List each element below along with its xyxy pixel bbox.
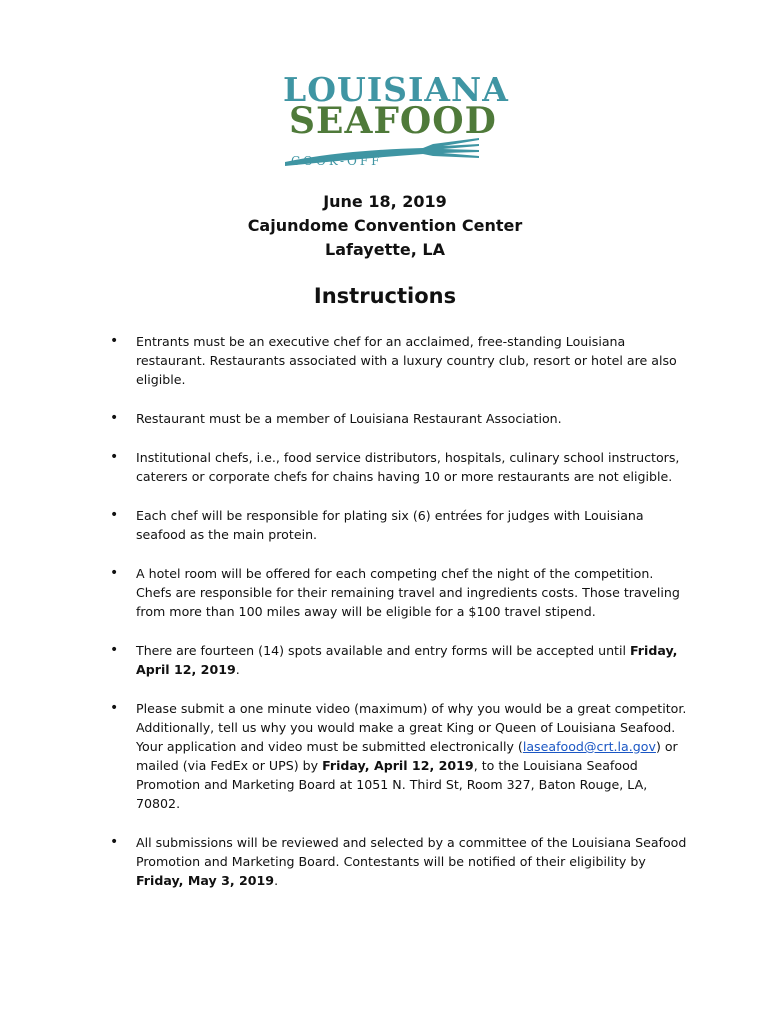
list-item [110, 409, 690, 428]
rule-text: Restaurant must be a member of Louisiana Restaurant Association. [136, 411, 562, 426]
rule-text: All submissions will be reviewed and selected by a committee of the Louisiana Seafood Promotion and Marketing Board. Contestants will be notified of their eligibility by [136, 835, 687, 869]
deadline-date: Friday, April 12, 2019 [322, 758, 474, 773]
rule-text: ) or mailed (via FedEx or UPS) by [136, 739, 678, 773]
list-item [110, 506, 690, 544]
rule-text: There are fourteen (14) spots available and entry forms will be accepted until [136, 643, 630, 658]
notification-date: Friday, May 3, 2019 [136, 873, 275, 888]
logo-louisiana-text: LOUISIANA [283, 70, 509, 109]
rule-text: Each chef will be responsible for plating six (6) entrées for judges with Louisiana seafood as the main protein. [136, 508, 644, 542]
bullet-icon: • [110, 642, 119, 658]
bullet-icon: • [110, 700, 119, 716]
logo-seafood-text: SEAFOOD [289, 100, 497, 142]
bullet-icon: • [110, 333, 119, 349]
logo-cookoff-text: COOK-OFF [291, 154, 383, 168]
bullet-icon: • [110, 834, 119, 850]
rule-text: Institutional chefs, i.e., food service distributors, hospitals, culinary school instructors, caterers or corporate chefs for chains having 10 or more restaurants are not eligible. [136, 450, 680, 484]
list-item [110, 641, 690, 679]
list-item [110, 564, 690, 621]
bullet-icon: • [110, 565, 119, 581]
list-item [110, 699, 690, 813]
rule-text-end: . [235, 662, 240, 677]
rule-text: Please submit a one minute video (maximum) of why you would be a great competitor. Additionally, tell us why you would make a great King or Queen of Louisiana Seafood. Your application and video must be submitted electronically ( [136, 701, 687, 754]
bullet-icon: • [110, 449, 119, 465]
bullet-icon: • [110, 410, 119, 426]
louisiana-seafood-cookoff-logo [283, 70, 509, 170]
email-link[interactable]: laseafood@crt.la.gov [522, 739, 656, 754]
event-info [0, 190, 770, 262]
instructions-list [110, 332, 690, 910]
list-item [110, 833, 690, 890]
rule-text: A hotel room will be offered for each competing chef the night of the competition. Chefs are responsible for their remaining travel and ingredients costs. Those traveling from more than 100 miles away will be eligible for a $100 travel stipend. [136, 566, 680, 619]
event-location: Lafayette, LA [325, 240, 445, 259]
event-date: June 18, 2019 [323, 192, 447, 211]
list-item [110, 448, 690, 486]
bullet-icon: • [110, 507, 119, 523]
list-item [110, 332, 690, 389]
page-title: Instructions [313, 284, 457, 308]
deadline-date: Friday, April 12, 2019 [136, 643, 678, 677]
rule-text: Entrants must be an executive chef for an acclaimed, free-standing Louisiana restaurant. Restaurants associated with a luxury country club, resort or hotel are also eligible. [136, 334, 677, 387]
rule-text-end: . [274, 873, 279, 888]
rule-text: , to the Louisiana Seafood Promotion and Marketing Board at 1051 N. Third St, Room 327, Baton Rouge, LA, 70802. [136, 758, 648, 811]
event-venue: Cajundome Convention Center [247, 216, 523, 235]
